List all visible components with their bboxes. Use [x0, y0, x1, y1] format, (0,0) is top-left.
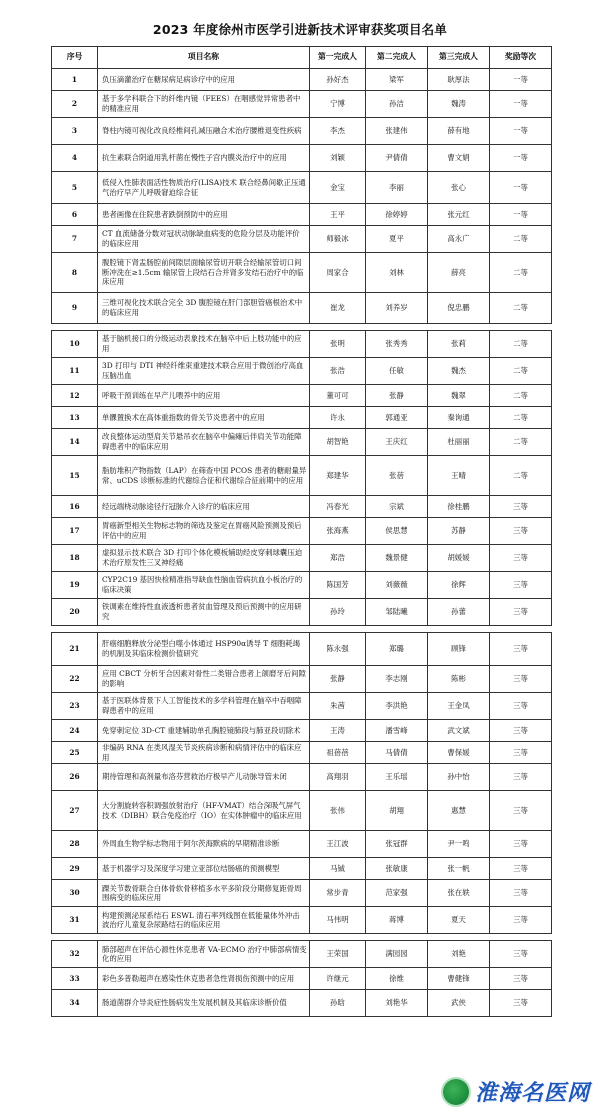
third-author-cell: 魏涛 — [428, 91, 490, 118]
table-row — [52, 226, 552, 253]
row-number-cell: 33 — [52, 968, 98, 990]
second-author-cell: 李志刚 — [366, 666, 428, 693]
award-level-cell: 一等 — [490, 118, 552, 145]
third-author-cell: 尹一鸣 — [428, 831, 490, 858]
table-row — [52, 720, 552, 742]
third-author-cell: 张一帆 — [428, 858, 490, 880]
first-author-cell: 周家合 — [310, 253, 366, 293]
first-author-cell: 冯春光 — [310, 496, 366, 518]
project-name-cell: 肺部超声在评估心源性休克患者 VA-ECMO 治疗中肺部病情变化的应用 — [98, 941, 310, 968]
table-row — [52, 968, 552, 990]
table-row — [52, 518, 552, 545]
second-author-cell: 侯思慧 — [366, 518, 428, 545]
second-author-cell: 张秀秀 — [366, 331, 428, 358]
project-name-cell: 三维可视化技术联合完全 3D 腹腔镜在肝门部胆管癌根治术中的临床应用 — [98, 293, 310, 324]
header-cell-award: 奖励等次 — [490, 47, 552, 69]
second-author-cell: 李丽 — [366, 172, 428, 204]
project-name-cell: 腹腔镜下肾盂肠腔前间隙层面输尿管切开联合经输尿管切口间断冲洗在≥1.5cm 输尿管上段结石合并肾多发结石治疗中的临床应用 — [98, 253, 310, 293]
row-number-cell: 5 — [52, 172, 98, 204]
watermark-text: 淮海名医网 — [474, 1080, 590, 1106]
row-number-cell: 3 — [52, 118, 98, 145]
third-author-cell: 苏静 — [428, 518, 490, 545]
row-number-cell: 27 — [52, 791, 98, 831]
project-name-cell: 期待管理和高剂量布洛芬营救治疗极早产儿动脉导管未闭 — [98, 764, 310, 791]
second-author-cell: 梁军 — [366, 69, 428, 91]
header-cell-first: 第一完成人 — [310, 47, 366, 69]
project-name-cell: 3D 打印与 DTI 神经纤维束重建技术联合应用于微创治疗高血压脑出血 — [98, 358, 310, 385]
project-name-cell: 基于脑机接口的分级运动表象技术在脑卒中后上肢功能中的应用 — [98, 331, 310, 358]
second-author-cell: 张敏康 — [366, 858, 428, 880]
award-level-cell: 三等 — [490, 720, 552, 742]
third-author-cell: 曹保媛 — [428, 742, 490, 764]
second-author-cell: 刘养岁 — [366, 293, 428, 324]
project-name-cell: 抗生素联合阴道用乳杆菌在慢性子宫内膜炎治疗中的应用 — [98, 145, 310, 172]
first-author-cell: 张伟 — [310, 791, 366, 831]
award-level-cell: 三等 — [490, 990, 552, 1017]
award-level-cell: 三等 — [490, 831, 552, 858]
award-level-cell: 二等 — [490, 385, 552, 407]
table-row — [52, 633, 552, 666]
page-title: 2023 年度徐州市医学引进新技术评审获奖项目名单 — [152, 22, 448, 37]
third-author-cell: 孙中怡 — [428, 764, 490, 791]
award-level-cell: 二等 — [490, 293, 552, 324]
second-author-cell: 徐维 — [366, 968, 428, 990]
third-author-cell: 魏杰 — [428, 358, 490, 385]
third-author-cell: 陈彬 — [428, 666, 490, 693]
row-number-cell: 1 — [52, 69, 98, 91]
second-author-cell: 郑璐 — [366, 633, 428, 666]
second-author-cell: 夏平 — [366, 226, 428, 253]
table-row — [52, 791, 552, 831]
third-author-cell: 徐桂鹏 — [428, 496, 490, 518]
second-author-cell: 魏景健 — [366, 545, 428, 572]
row-number-cell: 8 — [52, 253, 98, 293]
project-name-cell: 改良整体运动型肩关节悬吊衣在脑卒中偏瘫后伴肩关节功能障碍患者中的临床应用 — [98, 429, 310, 456]
table-row — [52, 456, 552, 496]
row-number-cell: 20 — [52, 599, 98, 626]
award-level-cell: 二等 — [490, 331, 552, 358]
table-row — [52, 145, 552, 172]
first-author-cell: 王涛 — [310, 720, 366, 742]
first-author-cell: 许永 — [310, 407, 366, 429]
table-row — [52, 764, 552, 791]
row-number-cell: 9 — [52, 293, 98, 324]
third-author-cell: 曹健锋 — [428, 968, 490, 990]
header-cell-project: 项目名称 — [98, 47, 310, 69]
award-level-cell: 二等 — [490, 226, 552, 253]
third-author-cell: 刘艳 — [428, 941, 490, 968]
table-row — [52, 545, 552, 572]
award-level-cell: 一等 — [490, 91, 552, 118]
row-number-cell: 10 — [52, 331, 98, 358]
first-author-cell: 刘颖 — [310, 145, 366, 172]
second-author-cell: 刘薇薇 — [366, 572, 428, 599]
award-level-cell: 三等 — [490, 791, 552, 831]
row-number-cell: 31 — [52, 907, 98, 934]
award-level-cell: 三等 — [490, 693, 552, 720]
award-level-cell: 三等 — [490, 518, 552, 545]
project-name-cell: 脊柱内镜可视化改良经椎间孔减压融合术治疗腰椎退变性疾病 — [98, 118, 310, 145]
first-author-cell: 金宝 — [310, 172, 366, 204]
project-name-cell: 铁调素在维持性血液透析患者贫血管理及预后预测中的应用研究 — [98, 599, 310, 626]
second-author-cell: 王庆红 — [366, 429, 428, 456]
third-author-cell: 魏翠 — [428, 385, 490, 407]
table-row — [52, 204, 552, 226]
first-author-cell: 马伟明 — [310, 907, 366, 934]
project-name-cell: 构建预测泌尿系结石 ESWL 清石率列线图在低能量体外冲击波治疗儿童复杂尿路结石的临床应用 — [98, 907, 310, 934]
row-number-cell: 16 — [52, 496, 98, 518]
third-author-cell: 耿厚法 — [428, 69, 490, 91]
project-name-cell: 大分割旋转容积调强放射治疗（HF-VMAT）结合深吸气屏气技术（DIBH）联合免疫治疗（IO）在实体肿瘤中的临床应用 — [98, 791, 310, 831]
award-level-cell: 二等 — [490, 429, 552, 456]
table-row — [52, 858, 552, 880]
third-author-cell: 惠慧 — [428, 791, 490, 831]
project-name-cell: 彩色多普勒超声在感染性休克患者急性肾损伤预测中的应用 — [98, 968, 310, 990]
award-level-cell: 三等 — [490, 633, 552, 666]
award-level-cell: 三等 — [490, 968, 552, 990]
first-author-cell: 许继元 — [310, 968, 366, 990]
second-author-cell: 任敏 — [366, 358, 428, 385]
award-level-cell: 三等 — [490, 572, 552, 599]
project-name-cell: 单髁置换术在高体重指数的骨关节炎患者中的应用 — [98, 407, 310, 429]
award-level-cell: 三等 — [490, 599, 552, 626]
first-author-cell: 张海燕 — [310, 518, 366, 545]
row-number-cell: 18 — [52, 545, 98, 572]
project-name-cell: 虚拟显示技术联合 3D 打印个体化模板辅助经皮穿刺球囊压迫术治疗原发性三叉神经痛 — [98, 545, 310, 572]
separator-cell — [52, 324, 552, 331]
award-level-cell: 一等 — [490, 69, 552, 91]
third-author-cell: 张莉 — [428, 331, 490, 358]
project-name-cell: 踝关节数骨联合白体骨软骨移植多水平多阶段分期修复距骨周围病变的临床应用 — [98, 880, 310, 907]
table-row — [52, 907, 552, 934]
second-author-cell: 王乐瑶 — [366, 764, 428, 791]
award-level-cell: 三等 — [490, 545, 552, 572]
table-header-row — [52, 47, 552, 69]
row-number-cell: 2 — [52, 91, 98, 118]
second-author-cell: 徐婷婷 — [366, 204, 428, 226]
table-row — [52, 358, 552, 385]
row-separator — [52, 324, 552, 331]
award-level-cell: 三等 — [490, 496, 552, 518]
separator-cell — [52, 626, 552, 633]
third-author-cell: 夏天 — [428, 907, 490, 934]
project-name-cell: 胃癌新型相关生物标志物的筛选及鉴定在胃癌风险预测及预后评估中的应用 — [98, 518, 310, 545]
first-author-cell: 陈永强 — [310, 633, 366, 666]
award-level-cell: 三等 — [490, 742, 552, 764]
row-number-cell: 17 — [52, 518, 98, 545]
award-level-cell: 一等 — [490, 172, 552, 204]
first-author-cell: 师毅冰 — [310, 226, 366, 253]
table-row — [52, 253, 552, 293]
second-author-cell: 尹倩倩 — [366, 145, 428, 172]
row-number-cell: 22 — [52, 666, 98, 693]
first-author-cell: 高翔羽 — [310, 764, 366, 791]
row-number-cell: 34 — [52, 990, 98, 1017]
first-author-cell: 郑浩 — [310, 545, 366, 572]
header-cell-second: 第二完成人 — [366, 47, 428, 69]
third-author-cell: 秦询通 — [428, 407, 490, 429]
row-number-cell: 7 — [52, 226, 98, 253]
award-level-cell: 二等 — [490, 456, 552, 496]
third-author-cell: 武侠 — [428, 990, 490, 1017]
row-number-cell: 6 — [52, 204, 98, 226]
second-author-cell: 宗斌 — [366, 496, 428, 518]
table-row — [52, 693, 552, 720]
header-cell-third: 第三完成人 — [428, 47, 490, 69]
award-level-cell: 三等 — [490, 880, 552, 907]
third-author-cell: 高永广 — [428, 226, 490, 253]
second-author-cell: 蒋博 — [366, 907, 428, 934]
third-author-cell: 张在轶 — [428, 880, 490, 907]
second-author-cell: 张蓓 — [366, 456, 428, 496]
second-author-cell: 孙洁 — [366, 91, 428, 118]
header-cell-no: 序号 — [52, 47, 98, 69]
third-author-cell: 胡媛媛 — [428, 545, 490, 572]
project-name-cell: 负压滴灌治疗在糖尿病足病诊疗中的应用 — [98, 69, 310, 91]
row-number-cell: 28 — [52, 831, 98, 858]
row-number-cell: 13 — [52, 407, 98, 429]
project-name-cell: 脂肪堆积产物指数（LAP）在筛查中国 PCOS 患者的糖耐量异常、uCDS 诊断标准的代谢综合征和代谢综合征前期中的应用 — [98, 456, 310, 496]
third-author-cell: 薛有地 — [428, 118, 490, 145]
site-logo-icon — [443, 1079, 469, 1105]
row-number-cell: 19 — [52, 572, 98, 599]
first-author-cell: 郑建华 — [310, 456, 366, 496]
award-level-cell: 二等 — [490, 407, 552, 429]
table-row — [52, 941, 552, 968]
table-row — [52, 831, 552, 858]
project-name-cell: 非编码 RNA 在类风湿关节炎疾病诊断和病情评估中的临床应用 — [98, 742, 310, 764]
table-row — [52, 742, 552, 764]
second-author-cell: 潘雪峰 — [366, 720, 428, 742]
award-table — [51, 46, 552, 1017]
first-author-cell: 张明 — [310, 331, 366, 358]
first-author-cell: 朱茜 — [310, 693, 366, 720]
second-author-cell: 张冠群 — [366, 831, 428, 858]
row-number-cell: 11 — [52, 358, 98, 385]
table-row — [52, 572, 552, 599]
table-row — [52, 599, 552, 626]
award-level-cell: 一等 — [490, 145, 552, 172]
award-level-cell: 三等 — [490, 764, 552, 791]
row-number-cell: 21 — [52, 633, 98, 666]
first-author-cell: 王江波 — [310, 831, 366, 858]
row-separator — [52, 934, 552, 941]
first-author-cell: 祖蓓蓓 — [310, 742, 366, 764]
third-author-cell: 张心 — [428, 172, 490, 204]
project-name-cell: 基于多学科联合下的纤维内镜（FEES）在咽感觉异常患者中的精准应用 — [98, 91, 310, 118]
project-name-cell: 肝癌细胞释放分泌型白噬小体通过 HSP90α诱导 T 细胞耗竭的机制及其临床检测价值研究 — [98, 633, 310, 666]
third-author-cell: 倪忠鹏 — [428, 293, 490, 324]
second-author-cell: 张静 — [366, 385, 428, 407]
award-level-cell: 三等 — [490, 907, 552, 934]
award-level-cell: 三等 — [490, 858, 552, 880]
award-level-cell: 二等 — [490, 253, 552, 293]
second-author-cell: 胡翔 — [366, 791, 428, 831]
row-number-cell: 15 — [52, 456, 98, 496]
project-name-cell: 经远端桡动脉途径行冠脉介入诊疗的临床应用 — [98, 496, 310, 518]
table-row — [52, 69, 552, 91]
row-number-cell: 24 — [52, 720, 98, 742]
second-author-cell: 范家强 — [366, 880, 428, 907]
third-author-cell: 顾锋 — [428, 633, 490, 666]
table-row — [52, 496, 552, 518]
table-row — [52, 331, 552, 358]
table-row — [52, 118, 552, 145]
project-name-cell: 患者画像在住院患者跌倒预防中的应用 — [98, 204, 310, 226]
project-name-cell: 肠道菌群介导炎症性肠病发生发展机制及其临床诊断价值 — [98, 990, 310, 1017]
table-body — [52, 69, 552, 1017]
table-row — [52, 407, 552, 429]
first-author-cell: 马铖 — [310, 858, 366, 880]
second-author-cell: 郭通亚 — [366, 407, 428, 429]
second-author-cell: 满园园 — [366, 941, 428, 968]
third-author-cell: 张元红 — [428, 204, 490, 226]
project-name-cell: 基于医联体背景下人工智能技术的多学科管理在脑卒中吞咽障碍患者中的应用 — [98, 693, 310, 720]
third-author-cell: 杜丽丽 — [428, 429, 490, 456]
row-number-cell: 12 — [52, 385, 98, 407]
table-row — [52, 880, 552, 907]
third-author-cell: 王金凤 — [428, 693, 490, 720]
third-author-cell: 王晴 — [428, 456, 490, 496]
third-author-cell: 薛亮 — [428, 253, 490, 293]
table-row — [52, 91, 552, 118]
award-level-cell: 三等 — [490, 941, 552, 968]
row-number-cell: 23 — [52, 693, 98, 720]
row-number-cell: 29 — [52, 858, 98, 880]
award-level-cell: 一等 — [490, 204, 552, 226]
first-author-cell: 董可可 — [310, 385, 366, 407]
project-name-cell: 应用 CBCT 分析牙合因素对骨性二类错合患者上颌磨牙后间隙的影响 — [98, 666, 310, 693]
second-author-cell: 刘艳华 — [366, 990, 428, 1017]
first-author-cell: 张浩 — [310, 358, 366, 385]
first-author-cell: 孙好杰 — [310, 69, 366, 91]
first-author-cell: 孙玲 — [310, 599, 366, 626]
first-author-cell: 崔龙 — [310, 293, 366, 324]
table-row — [52, 172, 552, 204]
table-row — [52, 385, 552, 407]
second-author-cell: 张建伟 — [366, 118, 428, 145]
row-number-cell: 30 — [52, 880, 98, 907]
award-level-cell: 三等 — [490, 666, 552, 693]
award-level-cell: 二等 — [490, 358, 552, 385]
second-author-cell: 刘林 — [366, 253, 428, 293]
second-author-cell: 邹陆曦 — [366, 599, 428, 626]
first-author-cell: 王平 — [310, 204, 366, 226]
second-author-cell: 李洪艳 — [366, 693, 428, 720]
table-row — [52, 990, 552, 1017]
watermark — [443, 1076, 590, 1107]
row-number-cell: 32 — [52, 941, 98, 968]
second-author-cell: 马倩倩 — [366, 742, 428, 764]
first-author-cell: 王荣国 — [310, 941, 366, 968]
first-author-cell: 常步青 — [310, 880, 366, 907]
first-author-cell: 胡智艳 — [310, 429, 366, 456]
project-name-cell: CYP2C19 基因快检精准指导缺血性脑血管病抗血小板治疗的临床决策 — [98, 572, 310, 599]
third-author-cell: 曹文娟 — [428, 145, 490, 172]
project-name-cell: 低侵入性肺表面活性物质治疗(LISA)技术 联合经鼻间歇正压通气治疗早产儿呼吸窘迫综合征 — [98, 172, 310, 204]
first-author-cell: 陈国芳 — [310, 572, 366, 599]
project-name-cell: 外周血生物学标志物用于阿尔茨海默病的早期精准诊断 — [98, 831, 310, 858]
first-author-cell: 宁博 — [310, 91, 366, 118]
row-number-cell: 25 — [52, 742, 98, 764]
separator-cell — [52, 934, 552, 941]
project-name-cell: 免穿刺定位 3D-CT 重建辅助单孔胸腔镜肺段与肺亚段切除术 — [98, 720, 310, 742]
row-number-cell: 4 — [52, 145, 98, 172]
project-name-cell: CT 血流储备分数对冠状动脉缺血病变的危险分层及功能评价的临床应用 — [98, 226, 310, 253]
project-name-cell: 基于机器学习及深度学习建立亚部位结肠癌的预测模型 — [98, 858, 310, 880]
table-row — [52, 429, 552, 456]
third-author-cell: 徐辉 — [428, 572, 490, 599]
third-author-cell: 武文斌 — [428, 720, 490, 742]
first-author-cell: 孙晗 — [310, 990, 366, 1017]
row-number-cell: 14 — [52, 429, 98, 456]
project-name-cell: 呼吸干预训练在早产儿喂养中的应用 — [98, 385, 310, 407]
row-separator — [52, 626, 552, 633]
third-author-cell: 孙蕾 — [428, 599, 490, 626]
table-row — [52, 666, 552, 693]
first-author-cell: 李杰 — [310, 118, 366, 145]
row-number-cell: 26 — [52, 764, 98, 791]
table-row — [52, 293, 552, 324]
first-author-cell: 张静 — [310, 666, 366, 693]
